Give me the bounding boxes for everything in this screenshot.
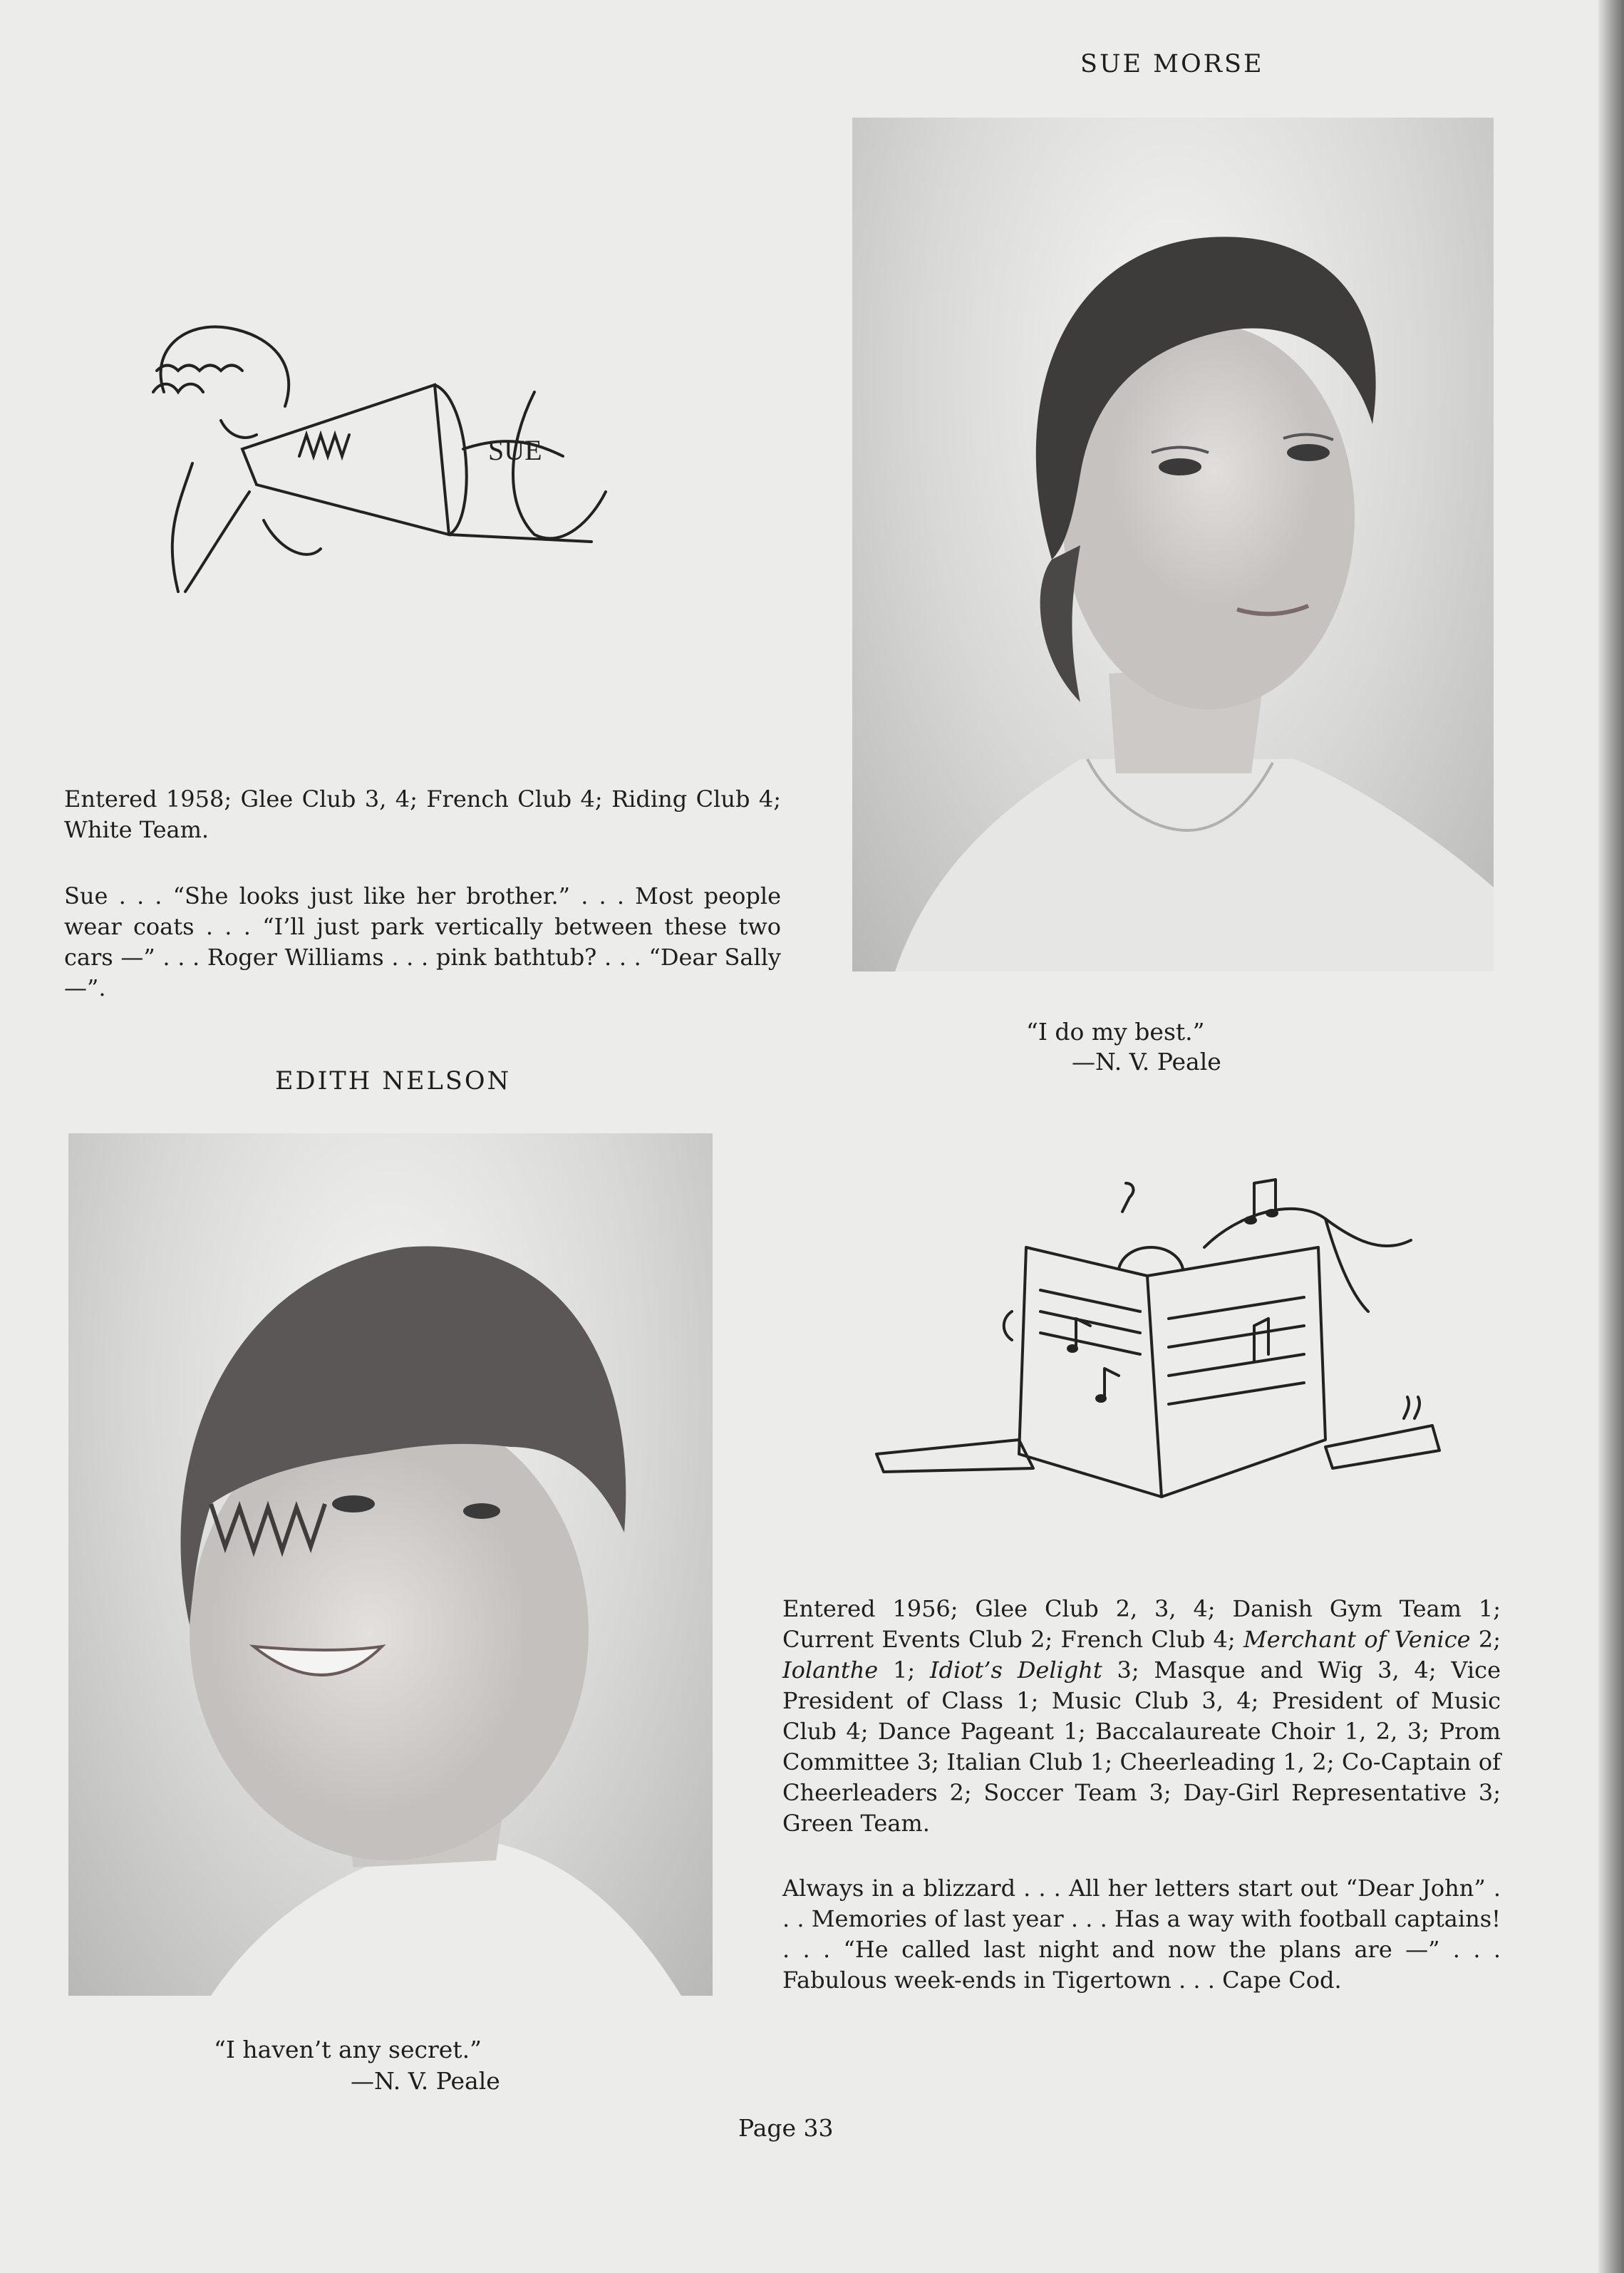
edith-activities-part-4: 3; Masque and Wig 3, 4; Vice President of Class 1; Music Club 3, 4; President of Music Club 4; Dance Pageant 1; Baccalaureate Choir 1, 2, 3; Prom Committee 3; Italian Club 1; Cheerleading 1, 2; Co-Captain of Cheerleaders 2; Soccer Team 3; Day-Girl Representative 3; Green Team. xyxy=(782,1656,1501,1837)
page-number: Page 33 xyxy=(738,2114,834,2142)
edith-activities-part-2: 2; xyxy=(1470,1626,1501,1653)
edith-bio-text: Always in a blizzard . . . All her letters start out “Dear John” . . . Memories of last year . . . Has a way with football captains! . . . “He called last night and now the plans are —” . . . Fabulous week-ends in Tigertown . . . Cape Cod. xyxy=(782,1875,1501,1994)
edith-name: EDITH NELSON xyxy=(275,1067,512,1096)
edith-activities-part-3: 1; xyxy=(878,1656,930,1684)
sue-sketch-label: SUE xyxy=(488,434,542,466)
edith-bio xyxy=(782,1873,1501,1996)
sue-activities xyxy=(64,784,781,845)
edith-quote: “I haven’t any secret.” xyxy=(214,2036,482,2063)
sue-activities-text: Entered 1958; Glee Club 3, 4; French Club 4; Riding Club 4; White Team. xyxy=(64,785,781,843)
edith-activities-merchant: Merchant of Venice xyxy=(1243,1626,1471,1653)
edith-activities-text xyxy=(782,1594,1501,1839)
edith-activities xyxy=(782,1594,1501,1839)
sue-quote-author: —N. V. Peale xyxy=(1072,1048,1221,1076)
sue-quote: “I do my best.” xyxy=(1026,1018,1205,1046)
sue-bio xyxy=(64,881,781,1004)
edith-portrait-photo xyxy=(68,1133,713,1996)
edith-activities-part-1: Entered 1956; Glee Club 2, 3, 4; Danish Gym Team 1; Current Events Club 2; French Club 4; xyxy=(782,1595,1501,1653)
page-edge xyxy=(1598,0,1624,2273)
sue-portrait-photo xyxy=(852,118,1494,971)
edith-activities-iolanthe: Iolanthe xyxy=(782,1656,879,1684)
sue-bio-text: Sue . . . “She looks just like her brother.” . . . Most people wear coats . . . “I’ll just park vertically between these two cars —” . . . Roger Williams . . . pink bathtub? . . . “Dear Sally —”. xyxy=(64,882,781,1001)
edith-activities-idiots-delight: Idiot’s Delight xyxy=(929,1656,1102,1684)
sue-name: SUE MORSE xyxy=(1080,50,1264,78)
edith-quote-author: —N. V. Peale xyxy=(351,2067,500,2095)
edith-music-sketch xyxy=(869,1169,1454,1511)
sue-cheerleader-sketch xyxy=(135,306,620,606)
